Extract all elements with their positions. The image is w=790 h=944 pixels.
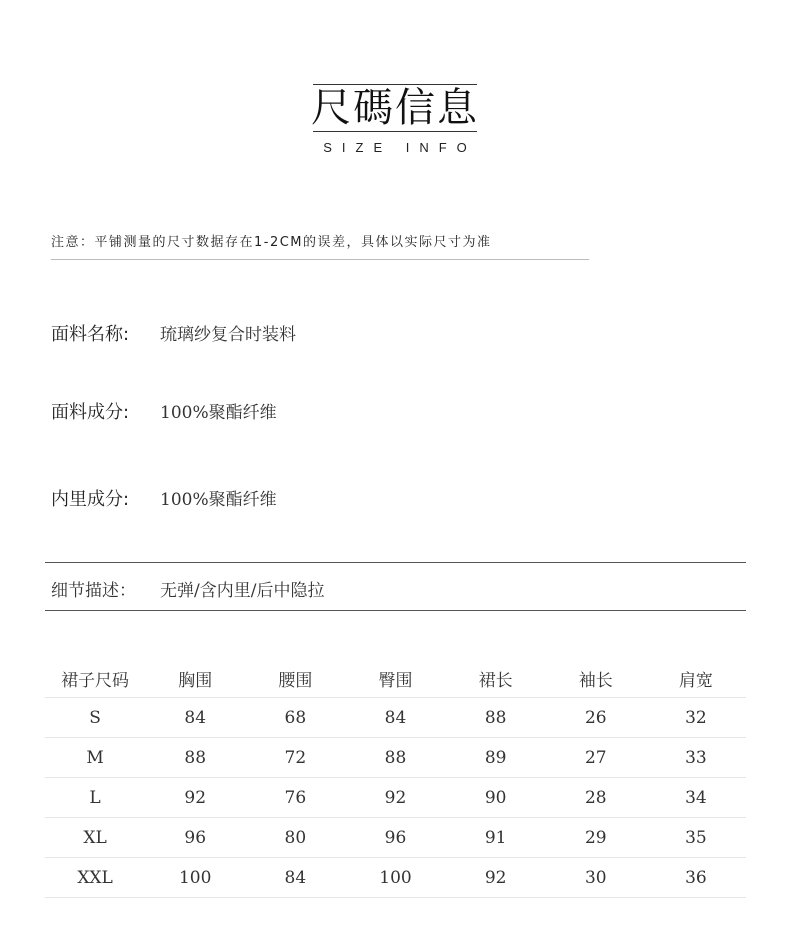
table-cell: 34	[646, 778, 746, 818]
header-sleeve-length: 袖长	[546, 659, 646, 698]
table-cell: 92	[446, 858, 546, 898]
header-waist: 腰围	[245, 659, 345, 698]
table-cell: 92	[345, 778, 445, 818]
table-row	[45, 698, 746, 738]
table-cell: 91	[446, 818, 546, 858]
table-cell: 88	[345, 738, 445, 778]
table-cell: 29	[546, 818, 646, 858]
table-cell: 84	[345, 698, 445, 738]
lining-composition-value: 100%聚酯纤维	[160, 490, 277, 510]
fabric-name-value: 琉璃纱复合时装料	[160, 325, 296, 345]
table-cell: 36	[646, 858, 746, 898]
table-cell: 100	[145, 858, 245, 898]
header-size: 裙子尺码	[45, 659, 145, 698]
table-cell: XL	[45, 818, 145, 858]
table-row	[45, 818, 746, 858]
table-cell: 84	[145, 698, 245, 738]
note-divider	[51, 259, 589, 260]
table-cell: 80	[245, 818, 345, 858]
table-cell: 92	[145, 778, 245, 818]
size-table	[45, 659, 746, 898]
fabric-composition-value: 100%聚酯纤维	[160, 403, 277, 423]
detail-label: 细节描述：	[51, 581, 136, 601]
header-bust: 胸围	[145, 659, 245, 698]
detail-top-rule	[45, 562, 746, 563]
table-cell: 72	[245, 738, 345, 778]
size-table-header-row	[45, 659, 746, 698]
lining-composition-row	[51, 485, 277, 511]
header-shoulder-width: 肩宽	[646, 659, 746, 698]
title-block	[0, 84, 790, 155]
header-hip: 臀围	[345, 659, 445, 698]
table-cell: 35	[646, 818, 746, 858]
table-cell: 32	[646, 698, 746, 738]
page-subtitle: SIZE INFO	[323, 140, 477, 155]
table-cell: 30	[546, 858, 646, 898]
table-cell: 96	[145, 818, 245, 858]
table-cell: 27	[546, 738, 646, 778]
table-cell: 100	[345, 858, 445, 898]
measurement-note: 注意：平铺测量的尺寸数据存在1-2CM的误差，具体以实际尺寸为准	[51, 235, 492, 250]
lining-composition-label: 内里成分:	[51, 489, 130, 510]
table-cell: 96	[345, 818, 445, 858]
fabric-name-label: 面料名称:	[51, 324, 130, 345]
detail-value: 无弹/含内里/后中隐拉	[160, 581, 325, 601]
page-title: 尺碼信息	[311, 85, 479, 131]
table-row	[45, 778, 746, 818]
table-cell: 26	[546, 698, 646, 738]
table-cell: 90	[446, 778, 546, 818]
fabric-name-row	[51, 320, 296, 346]
title-bottom-rule	[313, 131, 477, 132]
fabric-composition-label: 面料成分:	[51, 402, 130, 423]
table-cell: 68	[245, 698, 345, 738]
table-cell: L	[45, 778, 145, 818]
table-cell: 84	[245, 858, 345, 898]
table-cell: S	[45, 698, 145, 738]
fabric-composition-row	[51, 398, 277, 424]
table-cell: 88	[446, 698, 546, 738]
table-cell: 89	[446, 738, 546, 778]
header-skirt-length: 裙长	[446, 659, 546, 698]
table-cell: 76	[245, 778, 345, 818]
table-cell: XXL	[45, 858, 145, 898]
table-row	[45, 858, 746, 898]
table-cell: 28	[546, 778, 646, 818]
table-cell: M	[45, 738, 145, 778]
table-cell: 88	[145, 738, 245, 778]
detail-row	[51, 576, 324, 601]
table-cell: 33	[646, 738, 746, 778]
detail-bottom-rule	[45, 610, 746, 611]
table-row	[45, 738, 746, 778]
